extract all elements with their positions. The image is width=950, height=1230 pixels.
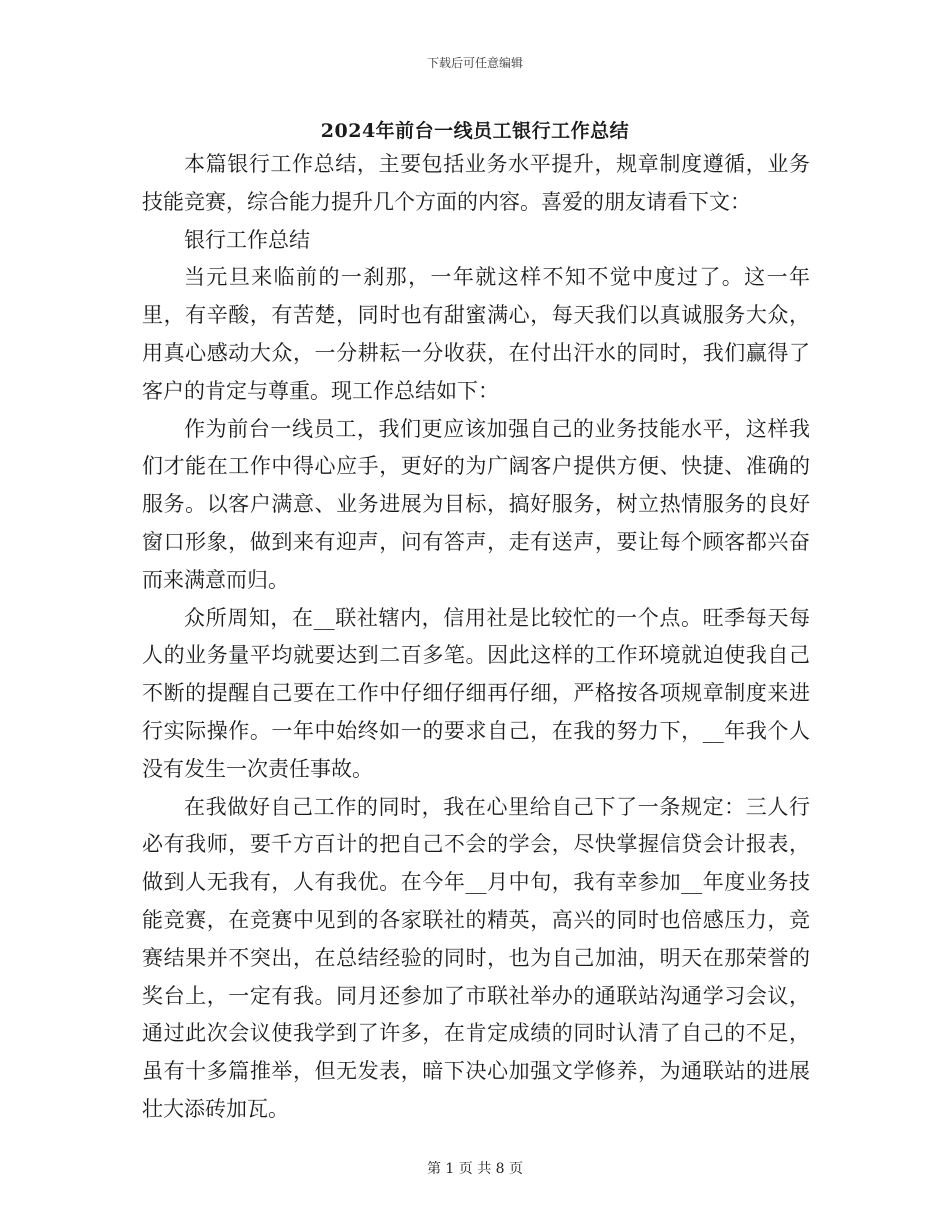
document-body: [142, 146, 810, 1129]
body-paragraph: 当元旦来临前的一刹那，一年就这样不知不觉中度过了。这一年里，有辛酸，有苦楚，同时也有甜蜜满心，每天我们以真诚服务大众，用真心感动大众，一分耕耘一分收获，在付出汗水的同时，我们赢得了客户的肯定与尊重。现工作总结如下：: [142, 265, 810, 403]
body-paragraph: 作为前台一线员工，我们更应该加强自己的业务技能水平，这样我们才能在工作中得心应手，更好的为广阔客户提供方便、快捷、准确的服务。以客户满意、业务进展为目标，搞好服务，树立热情服务的良好窗口形象，做到来有迎声，问有答声，走有送声，要让每个顾客都兴奋而来满意而归。: [142, 416, 810, 592]
body-paragraph: 在我做好自己工作的同时，我在心里给自己下了一条规定：三人行必有我师，要千方百计的把自己不会的学会，尽快掌握信贷会计报表，做到人无我有，人有我优。在今年__月中旬，我有幸参加__年度业务技能竞赛，在竞赛中见到的各家联社的精英，高兴的同时也倍感压力，竞赛结果并不突出，在总结经验的同时，也为自己加油，明天在那荣誉的奖台上，一定有我。同月还参加了市联社举办的通联站沟通学习会议，通过此次会议使我学到了许多，在肯定成绩的同时认清了自己的不足，虽有十多篇推举，但无发表，暗下决心加强文学修养，为通联站的进展壮大添砖加瓦。: [142, 794, 810, 1121]
page-number-footer: 第 1 页 共 8 页: [426, 1161, 524, 1177]
document-title: 2024年前台一线员工银行工作总结: [320, 120, 630, 142]
section-heading: 银行工作总结: [184, 227, 310, 252]
page-header-note: 下载后可任意编辑: [426, 56, 523, 70]
intro-paragraph: 本篇银行工作总结，主要包括业务水平提升，规章制度遵循，业务技能竞赛，综合能力提升几个方面的内容。喜爱的朋友请看下文：: [142, 152, 810, 214]
body-paragraph: 众所周知，在__联社辖内，信用社是比较忙的一个点。旺季每天每人的业务量平均就要达到二百多笔。因此这样的工作环境就迫使我自己不断的提醒自己要在工作中仔细仔细再仔细，严格按各项规章制度来进行实际操作。一年中始终如一的要求自己，在我的努力下，__年我个人没有发生一次责任事故。: [142, 605, 810, 781]
